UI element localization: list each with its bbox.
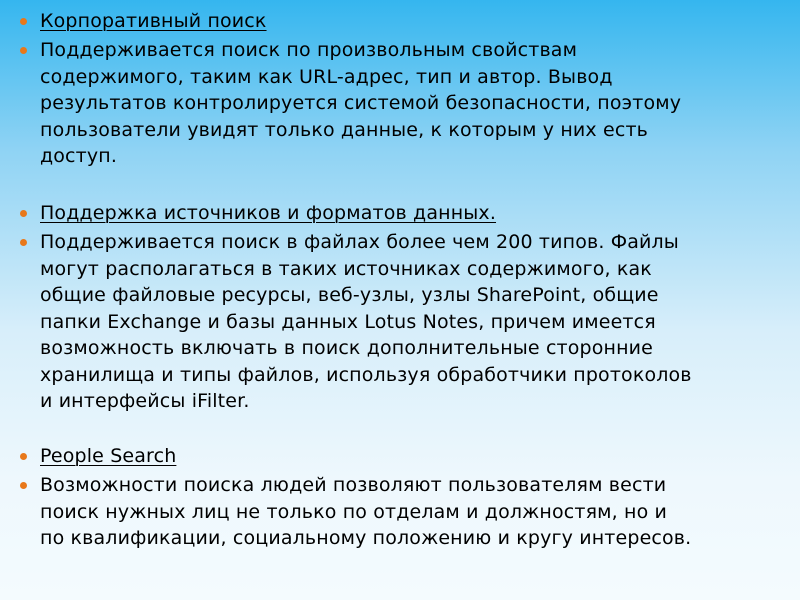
bullet-icon — [20, 482, 27, 489]
bullet-icon — [20, 47, 27, 54]
bullet-icon — [20, 453, 27, 460]
bullet-item-sources-heading — [40, 200, 800, 227]
section-heading: People Search — [40, 445, 177, 467]
text-line: пользователи увидят только данные, к которым у них есть — [40, 118, 649, 141]
bullet-item-corporate-search-text — [40, 37, 800, 170]
bullet-item-people-search-heading — [40, 443, 800, 470]
bullet-item-sources-text — [40, 229, 800, 415]
text-line: по квалификации, социальному положению и кругу интересов. — [40, 527, 692, 549]
text-line: результатов контролируется системой безопасности, поэтому — [40, 92, 682, 114]
bullet-item-people-search-text — [40, 472, 800, 552]
text-line: хранилища и типы файлов, используя обработчики протоколов — [40, 363, 692, 386]
text-line: папки Exchange и базы данных Lotus Notes, причем имеется — [40, 310, 656, 333]
text-line: Возможности поиска людей позволяют пользователям вести — [40, 474, 667, 496]
text-line: доступ. — [40, 145, 118, 167]
section-heading: Корпоративный поиск — [40, 10, 267, 32]
text-line: Поддерживается поиск по произвольным свойствам — [40, 39, 578, 61]
text-line: общие файловые ресурсы, веб-узлы, узлы SharePoint, общие — [40, 284, 659, 306]
text-line: поиск нужных лиц не только по отделам и должностям, но и — [40, 500, 668, 523]
bullet-icon — [20, 210, 27, 217]
text-line: Поддерживается поиск в файлах более чем 200 типов. Файлы — [40, 231, 679, 253]
bullet-icon — [20, 18, 27, 25]
section-heading: Поддержка источников и форматов данных. — [40, 202, 497, 224]
text-line: могут располагаться в таких источниках содержимого, как — [40, 257, 652, 280]
text-line: и интерфейсы iFilter. — [40, 390, 250, 412]
text-line: возможность включать в поиск дополнительные сторонние — [40, 337, 654, 359]
bullet-icon — [20, 239, 27, 246]
bullet-item-corporate-search-heading — [40, 8, 800, 35]
text-line: содержимого, таким как URL-адрес, тип и автор. Вывод — [40, 65, 613, 88]
